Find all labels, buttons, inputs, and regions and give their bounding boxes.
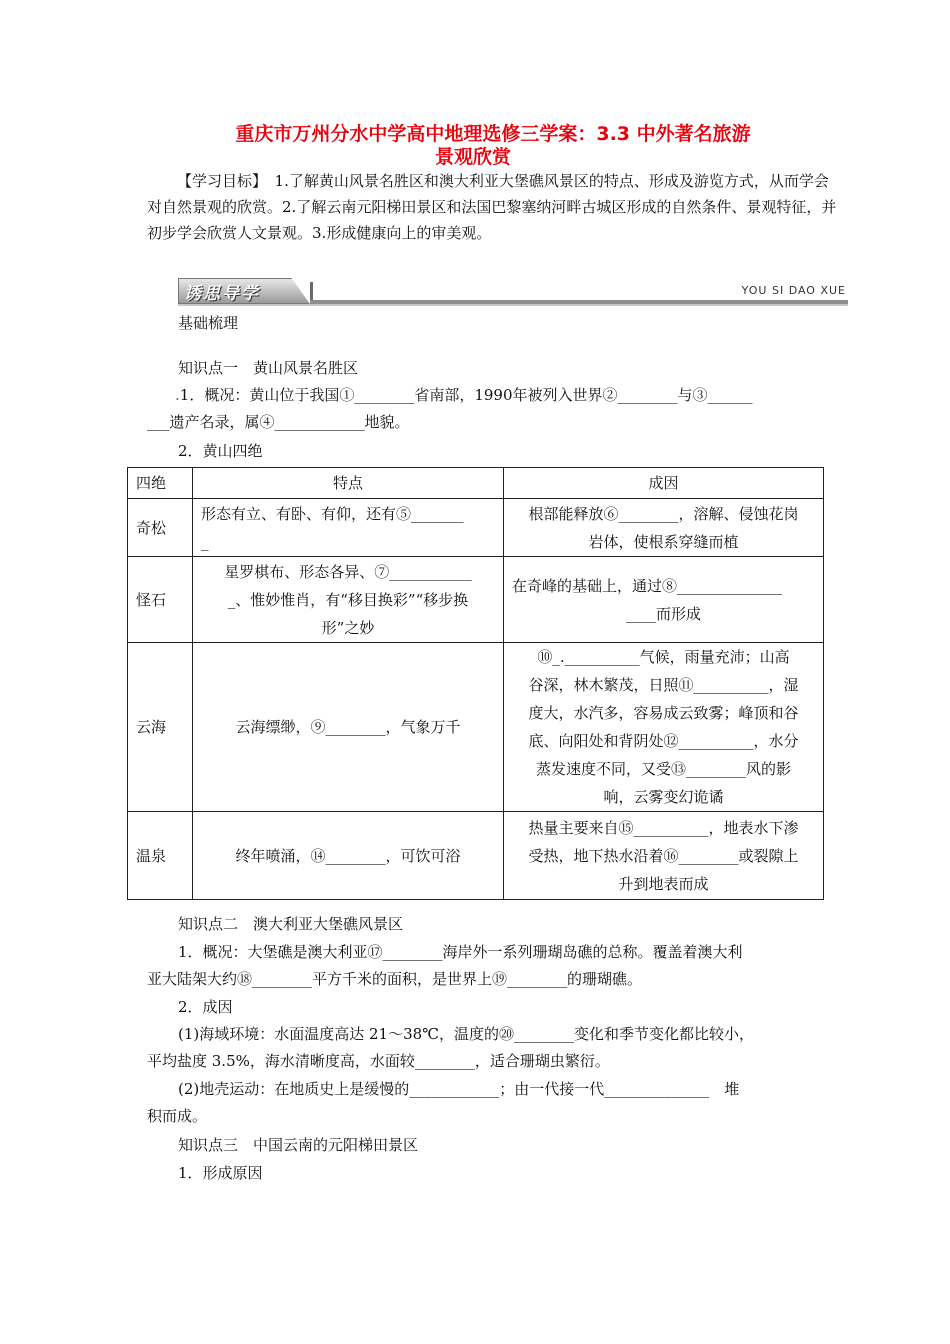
k2-para3-line1: (1)海域环境：水面温度高达 21～38℃，温度的⑳________变化和季节变化都比较小， — [178, 1025, 754, 1043]
k3-heading: 知识点三 中国云南的元阳梯田景区 — [178, 1136, 419, 1154]
table-header-row — [128, 468, 824, 499]
huangshan-table — [127, 467, 824, 900]
k1-heading: 知识点一 黄山风景名胜区 — [178, 359, 359, 377]
objectives-text: 1.了解黄山风景名胜区和澳大利亚大堡礁风景区的特点、形成及游览方式，从而学会对自然景观的欣赏。2.了解云南元阳梯田景区和法国巴黎塞纳河畔古城区形成的自然条件、景观特征，并初步学会欣赏人文景观。3.形成健康向上的审美观。 — [147, 172, 837, 242]
row-feature: 终年喷涌，⑭________，可饮可浴 — [193, 812, 504, 900]
k1-para1-line1: .1．概况：黄山位于我国①________省南部，1990年被列入世界②________与③______ — [175, 386, 753, 404]
row-name: 奇松 — [128, 499, 193, 557]
document-title-line2: 景观欣赏 — [434, 146, 511, 168]
k1-para1-line2: ___遗产名录，属④____________地貌。 — [147, 413, 410, 431]
k2-para1-line2: 亚大陆架大约⑱________平方千米的面积，是世界上⑲________的珊瑚礁。 — [147, 970, 643, 988]
row-feature: 形态有立、有卧、有仰，还有⑤_______ _ — [193, 499, 504, 557]
row-cause: 热量主要来自⑮__________，地表水下渗 受热，地下热水沿着⑯________或裂隙上 升到地表而成 — [504, 812, 824, 900]
k2-para4-line1: (2)地壳运动：在地质史上是缓慢的____________；由一代接一代______________ 堆 — [178, 1080, 740, 1098]
section-heading: 基础梳理 — [178, 314, 239, 332]
row-name: 温泉 — [128, 812, 193, 900]
header-cell: 成因 — [504, 468, 824, 499]
learning-objectives — [147, 168, 837, 246]
k1-para2: 2．黄山四绝 — [178, 442, 263, 460]
banner-pinyin: YOU SI DAO XUE — [741, 284, 846, 297]
banner-label: 诱思导学 — [184, 284, 260, 304]
table-row — [128, 499, 824, 557]
objectives-label: 【学习目标】 — [177, 172, 260, 190]
k2-heading: 知识点二 澳大利亚大堡礁风景区 — [178, 915, 404, 933]
row-feature: 星罗棋布、形态各异、⑦___________ _、惟妙惟肖，有“移目换彩”“移步换 形”之妙 — [193, 557, 504, 643]
header-cell: 特点 — [193, 468, 504, 499]
k2-para4-line2: 积而成。 — [147, 1107, 208, 1125]
document-title-line1: 重庆市万州分水中学高中地理选修三学案：3.3 中外著名旅游 — [235, 123, 751, 145]
table-row — [128, 812, 824, 900]
row-cause: 根部能释放⑥________，溶解、侵蚀花岗 岩体，使根系穿缝而植 — [504, 499, 824, 557]
k3-para1: 1．形成原因 — [178, 1164, 263, 1182]
table-row — [128, 643, 824, 812]
row-name: 怪石 — [128, 557, 193, 643]
row-cause: 在奇峰的基础上，通过⑧______________ ____而形成 — [504, 557, 824, 643]
row-cause: ⑩_.__________气候，雨量充沛；山高 谷深，林木繁茂，日照⑪__________，湿 度大，水汽多，容易成云致雾；峰顶和谷 底、向阳处和背阴处⑫__________，水分 蒸发速度不同，又受⑬________风的影 响，云雾变幻诡谲 — [504, 643, 824, 812]
table-row — [128, 557, 824, 643]
k2-para3-line2: 平均盐度 3.5%，海水清晰度高，水面较________，适合珊瑚虫繁衍。 — [147, 1052, 610, 1070]
header-cell: 四绝 — [128, 468, 193, 499]
k2-para2: 2．成因 — [178, 998, 233, 1016]
row-feature: 云海缥缈，⑨________，气象万千 — [193, 643, 504, 812]
row-name: 云海 — [128, 643, 193, 812]
k2-para1-line1: 1．概况：大堡礁是澳大利亚⑰________海岸外一系列珊瑚岛礁的总称。覆盖着澳大利 — [178, 943, 743, 961]
section-banner — [178, 278, 848, 306]
